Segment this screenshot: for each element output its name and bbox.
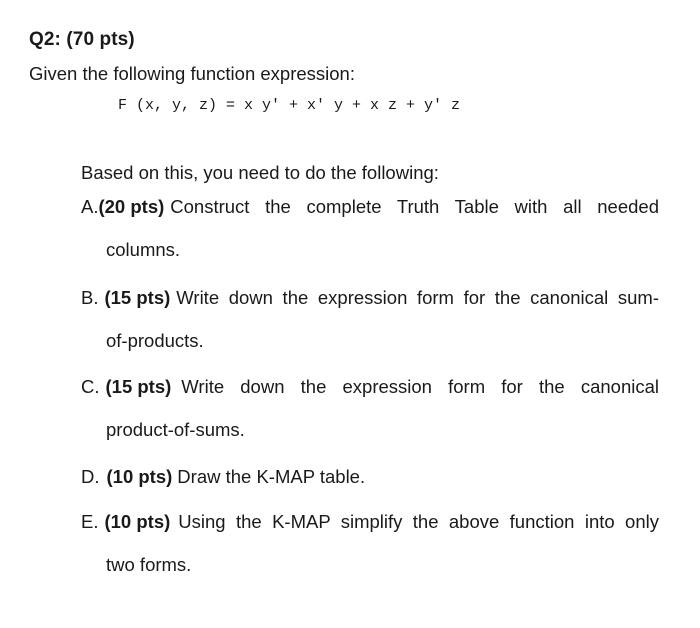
task-d-text: Draw the K-MAP table. — [177, 466, 366, 487]
task-c-text: Write down the expression form for the canonical — [181, 376, 659, 397]
task-a-points: (20 pts) — [98, 196, 165, 217]
task-b — [81, 287, 659, 352]
instructions-lead: Based on this, you need to do the following: — [81, 162, 439, 183]
function-expression: F (x, y, z) = x y' + x' y + x z + y' z — [118, 97, 461, 114]
task-c — [81, 376, 659, 441]
task-d-letter: D. — [81, 466, 100, 487]
task-e-text: Using the K-MAP simplify the above function into only — [178, 511, 659, 532]
task-a-letter: A. — [81, 196, 99, 217]
task-a — [81, 196, 659, 261]
task-b-letter: B. — [81, 287, 99, 308]
task-a-line1 — [81, 196, 659, 218]
task-e-continuation: two forms. — [106, 554, 192, 575]
question-intro: Given the following function expression: — [29, 63, 355, 84]
task-d-points: (10 pts) — [106, 466, 173, 487]
task-a-continuation: columns. — [106, 239, 181, 260]
task-a-text: Construct the complete Truth Table with all needed — [170, 196, 659, 217]
task-d — [81, 466, 659, 488]
task-c-line1 — [81, 376, 659, 398]
task-b-line1 — [81, 287, 659, 309]
task-b-continuation: of-products. — [106, 330, 204, 351]
task-e-points: (10 pts) — [104, 511, 171, 532]
task-d-line1 — [81, 466, 659, 488]
task-b-text: Write down the expression form for the canonical sum- — [176, 287, 659, 308]
task-c-continuation: product-of-sums. — [106, 419, 245, 440]
task-e — [81, 511, 659, 576]
task-c-letter: C. — [81, 376, 100, 397]
task-e-letter: E. — [81, 511, 99, 532]
task-c-points: (15 pts) — [105, 376, 172, 397]
task-e-line1 — [81, 511, 659, 533]
task-b-points: (15 pts) — [104, 287, 171, 308]
question-title: Q2: (70 pts) — [29, 29, 135, 50]
